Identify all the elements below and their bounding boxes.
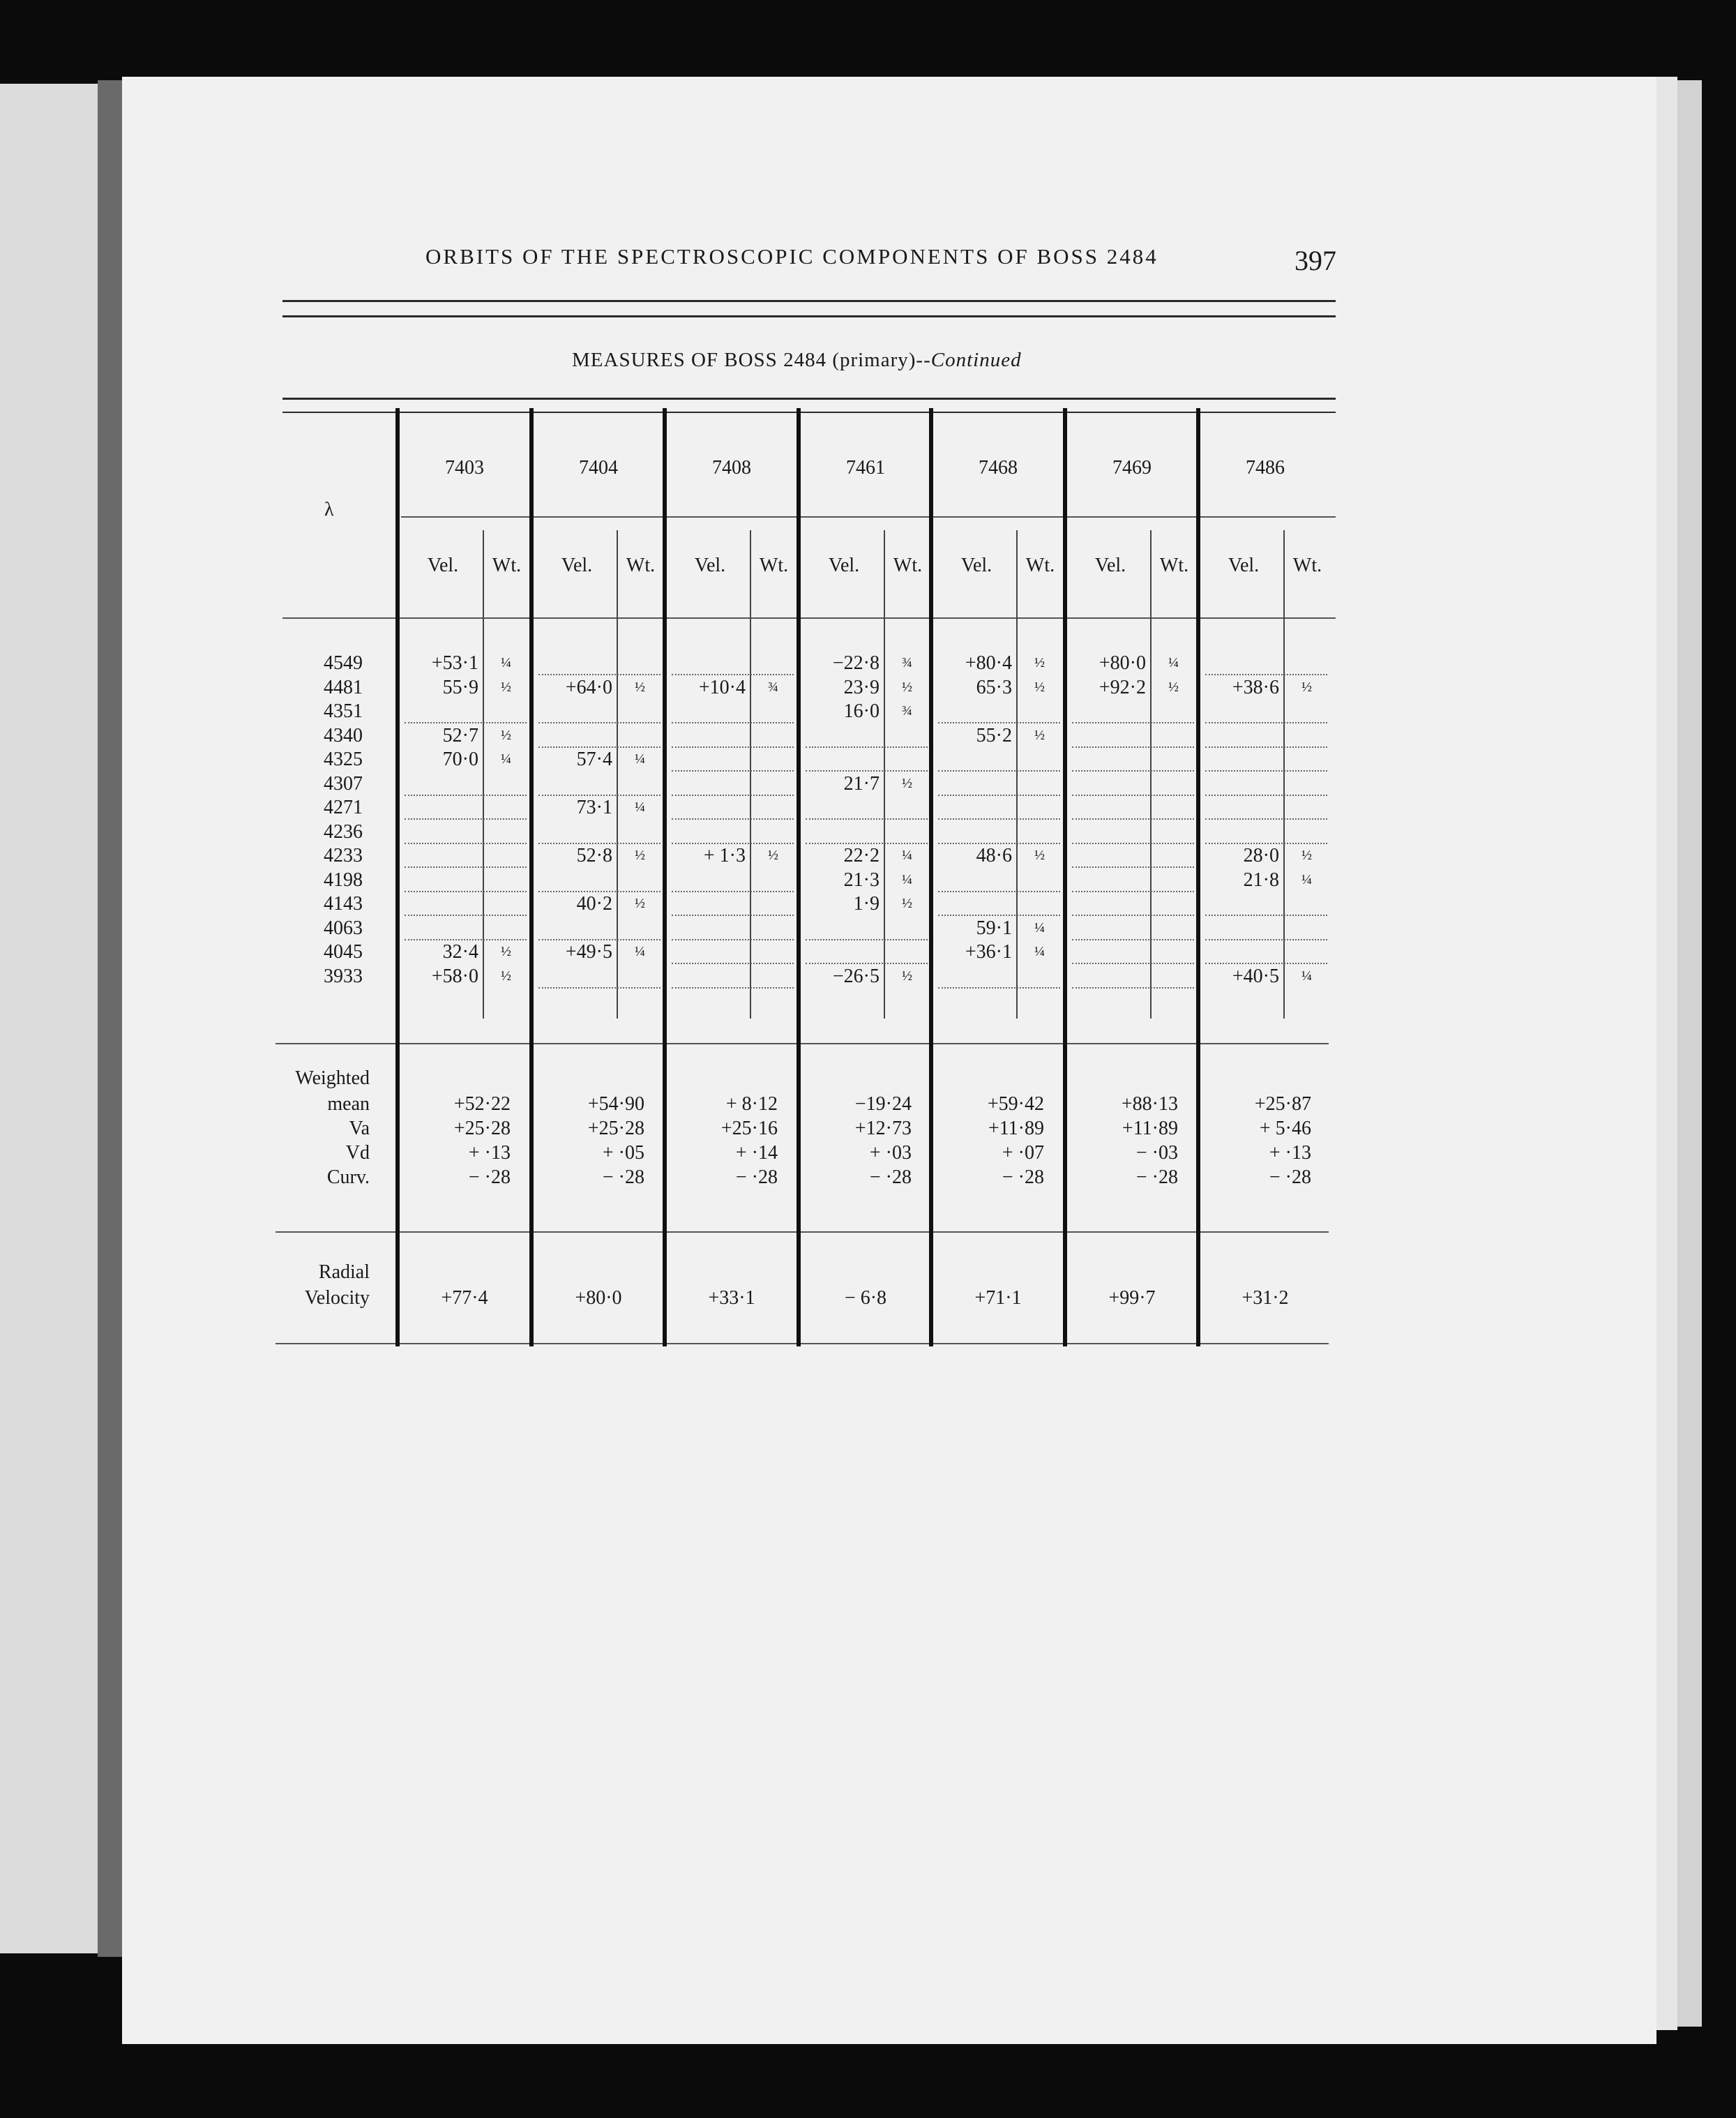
wt-header: Wt.	[626, 555, 656, 576]
va-value: +25·28	[587, 1118, 644, 1139]
vd-value: − ·03	[1135, 1142, 1178, 1164]
weighted-mean-value: +59·42	[987, 1093, 1044, 1115]
velocity-cell: +38·6	[1232, 676, 1279, 698]
column-rule	[529, 408, 534, 1346]
wt-header: Wt.	[893, 555, 923, 576]
empty-cell-dots	[672, 987, 794, 989]
empty-cell-dots	[405, 843, 527, 844]
vel-wt-divider	[750, 530, 751, 1019]
empty-cell-dots	[538, 987, 661, 989]
column-rule	[797, 408, 801, 1346]
empty-cell-dots	[1205, 915, 1327, 916]
va-value: +25·16	[720, 1118, 778, 1139]
empty-cell-dots	[538, 674, 661, 675]
wt-header: Wt.	[492, 555, 522, 576]
lambda-4271: 4271	[324, 797, 363, 818]
empty-cell-dots	[1072, 866, 1194, 868]
weight-cell: ¼	[1301, 968, 1312, 984]
body-bottom-rule	[276, 1043, 1329, 1044]
empty-cell-dots	[938, 891, 1060, 892]
weight-cell: ¼	[902, 848, 912, 863]
empty-cell-dots	[806, 843, 928, 844]
lambda-header: λ	[324, 499, 334, 520]
weight-cell: ¼	[635, 944, 645, 959]
empty-cell-dots	[1205, 795, 1327, 796]
weight-cell: ½	[635, 848, 645, 863]
velocity-cell: 57·4	[576, 749, 612, 770]
curv-value: − ·28	[1269, 1166, 1311, 1188]
plate-number-7461: 7461	[846, 457, 885, 479]
column-rule	[1196, 408, 1200, 1346]
empty-cell-dots	[405, 795, 527, 796]
vel-header: Vel.	[828, 555, 860, 576]
empty-cell-dots	[938, 795, 1060, 796]
empty-cell-dots	[1072, 843, 1194, 844]
empty-cell-dots	[1072, 818, 1194, 820]
weight-cell: ¾	[768, 679, 778, 695]
weighted-mean-value: + 8·12	[725, 1093, 778, 1115]
radial-velocity-value: +71·1	[974, 1287, 1022, 1309]
empty-cell-dots	[1205, 939, 1327, 940]
velocity-cell: 55·9	[442, 676, 478, 698]
empty-cell-dots	[672, 891, 794, 892]
lambda-4307: 4307	[324, 772, 363, 795]
weighted-mean-value: +25·87	[1254, 1093, 1311, 1115]
empty-cell-dots	[538, 722, 661, 723]
velocity-cell: +64·0	[565, 676, 612, 698]
va-value: +25·28	[453, 1118, 511, 1139]
curv-value: − ·28	[869, 1166, 912, 1188]
va-value: + 5·46	[1259, 1118, 1311, 1139]
empty-cell-dots	[1072, 915, 1194, 916]
weight-cell: ½	[501, 968, 511, 984]
radial-velocity-value: +99·7	[1108, 1287, 1156, 1309]
velocity-cell: 21·8	[1243, 869, 1279, 891]
velocity-cell: 48·6	[976, 845, 1012, 866]
empty-cell-dots	[405, 866, 527, 868]
label-mean: mean	[327, 1093, 370, 1115]
empty-cell-dots	[672, 963, 794, 964]
empty-cell-dots	[672, 674, 794, 675]
empty-cell-dots	[672, 795, 794, 796]
velocity-cell: 1·9	[853, 893, 880, 915]
empty-cell-dots	[405, 939, 527, 940]
label-weighted: Weighted	[295, 1067, 370, 1089]
velocity-cell: +49·5	[565, 941, 612, 963]
plate-number-7408: 7408	[712, 457, 751, 479]
velocity-cell: 22·2	[843, 845, 880, 866]
label-velocity: Velocity	[304, 1287, 370, 1309]
column-rule	[395, 408, 400, 1346]
empty-cell-dots	[938, 987, 1060, 989]
empty-cell-dots	[938, 770, 1060, 772]
empty-cell-dots	[1205, 674, 1327, 675]
empty-cell-dots	[1072, 770, 1194, 772]
velocity-cell: −22·8	[832, 652, 880, 674]
empty-cell-dots	[672, 746, 794, 748]
va-value: +11·89	[1122, 1118, 1178, 1139]
table-title	[572, 349, 1022, 372]
weight-cell: ½	[635, 679, 645, 695]
vel-wt-divider	[1150, 530, 1152, 1019]
vel-header: Vel.	[427, 555, 459, 576]
plate-number-7403: 7403	[445, 457, 484, 479]
weight-cell: ½	[768, 848, 778, 863]
table-title-continued: Continued	[930, 349, 1022, 371]
velocity-cell: 73·1	[576, 797, 612, 818]
empty-cell-dots	[1072, 746, 1194, 748]
curv-value: − ·28	[468, 1166, 511, 1188]
velocity-cell: 28·0	[1243, 845, 1279, 866]
weight-cell: ¾	[902, 703, 912, 719]
empty-cell-dots	[806, 939, 928, 940]
book-gutter	[98, 80, 126, 1957]
vd-value: + ·05	[602, 1142, 644, 1164]
weight-cell: ½	[902, 775, 912, 791]
empty-cell-dots	[405, 891, 527, 892]
velocity-cell: 21·7	[843, 772, 880, 795]
radial-velocity-value: +77·4	[441, 1287, 488, 1309]
column-rule	[929, 408, 933, 1346]
empty-cell-dots	[1072, 963, 1194, 964]
weight-cell: ½	[501, 944, 511, 959]
radial-velocity-value: − 6·8	[844, 1287, 887, 1309]
weight-cell: ½	[1034, 848, 1045, 863]
vel-header: Vel.	[960, 555, 992, 576]
vel-header: Vel.	[1094, 555, 1126, 576]
empty-cell-dots	[1205, 818, 1327, 820]
velocity-cell: 21·3	[843, 869, 880, 891]
vd-value: + ·14	[735, 1142, 778, 1164]
velocity-cell: +80·0	[1099, 652, 1146, 674]
table-title-main: MEASURES OF BOSS 2484 (primary)--	[572, 349, 931, 371]
lambda-4481: 4481	[324, 676, 363, 698]
empty-cell-dots	[938, 915, 1060, 916]
book-page	[122, 77, 1656, 2044]
empty-cell-dots	[538, 891, 661, 892]
empty-cell-dots	[1205, 746, 1327, 748]
empty-cell-dots	[538, 843, 661, 844]
empty-cell-dots	[806, 770, 928, 772]
vel-wt-divider	[1283, 530, 1285, 1019]
lambda-4351: 4351	[324, 700, 363, 722]
empty-cell-dots	[806, 746, 928, 748]
weight-cell: ¼	[1034, 944, 1045, 959]
weight-cell: ½	[1034, 655, 1045, 670]
empty-cell-dots	[672, 818, 794, 820]
empty-cell-dots	[672, 915, 794, 916]
velocity-cell: +58·0	[431, 965, 478, 987]
velocity-cell: +10·4	[698, 676, 746, 698]
va-value: +12·73	[854, 1118, 912, 1139]
velocity-cell: 40·2	[576, 893, 612, 915]
weight-cell: ½	[635, 896, 645, 911]
curv-value: − ·28	[1135, 1166, 1178, 1188]
weight-cell: ¼	[501, 751, 511, 767]
weight-cell: ½	[902, 679, 912, 695]
label-curv: Curv.	[326, 1166, 370, 1188]
velocity-cell: +92·2	[1099, 676, 1146, 698]
plate-number-7404: 7404	[579, 457, 618, 479]
velocity-cell: + 1·3	[703, 845, 746, 866]
lambda-4045: 4045	[324, 941, 363, 963]
empty-cell-dots	[538, 746, 661, 748]
velocity-cell: 70·0	[442, 749, 478, 770]
velocity-cell: 52·7	[442, 724, 478, 746]
weight-cell: ½	[1301, 848, 1312, 863]
table-top-rule-2	[282, 412, 1336, 413]
lambda-4549: 4549	[324, 652, 363, 674]
empty-cell-dots	[1205, 963, 1327, 964]
vel-wt-divider	[483, 530, 484, 1019]
empty-cell-dots	[672, 843, 794, 844]
vd-value: + ·07	[1002, 1142, 1044, 1164]
running-head: ORBITS OF THE SPECTROSCOPIC COMPONENTS OF BOSS 2484	[425, 244, 1158, 269]
radial-velocity-value: +31·2	[1241, 1287, 1289, 1309]
weight-cell: ¼	[635, 799, 645, 815]
lambda-4325: 4325	[324, 749, 363, 770]
velocity-cell: +40·5	[1232, 965, 1279, 987]
weight-cell: ½	[1034, 679, 1045, 695]
label-vd: Vd	[345, 1142, 370, 1164]
empty-cell-dots	[1205, 770, 1327, 772]
empty-cell-dots	[1072, 722, 1194, 723]
empty-cell-dots	[1072, 987, 1194, 989]
curv-value: − ·28	[602, 1166, 644, 1188]
empty-cell-dots	[538, 939, 661, 940]
lambda-4198: 4198	[324, 869, 363, 891]
lambda-4143: 4143	[324, 893, 363, 915]
wt-header: Wt.	[1025, 555, 1055, 576]
label-radial: Radial	[318, 1261, 370, 1283]
table-top-rule-1	[282, 398, 1336, 400]
subheader-rule	[401, 516, 1336, 518]
empty-cell-dots	[405, 915, 527, 916]
weight-cell: ¼	[1301, 871, 1312, 887]
weighted-mean-value: +54·90	[587, 1093, 644, 1115]
empty-cell-dots	[1205, 843, 1327, 844]
empty-cell-dots	[538, 795, 661, 796]
empty-cell-dots	[938, 843, 1060, 844]
head-rule-1	[282, 300, 1336, 302]
curv-value: − ·28	[735, 1166, 778, 1188]
wt-header: Wt.	[1159, 555, 1189, 576]
velocity-cell: 32·4	[442, 941, 478, 963]
velocity-cell: −26·5	[832, 965, 880, 987]
wt-header: Wt.	[1292, 555, 1322, 576]
velocity-cell: +80·4	[965, 652, 1012, 674]
radial-velocity-value: +80·0	[575, 1287, 622, 1309]
plate-number-7486: 7486	[1246, 457, 1285, 479]
velocity-cell: 23·9	[843, 676, 880, 698]
table-bottom-rule	[276, 1343, 1329, 1344]
lambda-4063: 4063	[324, 917, 363, 939]
head-rule-2	[282, 315, 1336, 317]
lambda-4236: 4236	[324, 820, 363, 843]
empty-cell-dots	[405, 818, 527, 820]
lambda-4233: 4233	[324, 845, 363, 866]
weight-cell: ¼	[1034, 919, 1045, 936]
empty-cell-dots	[938, 818, 1060, 820]
weight-cell: ½	[1301, 679, 1312, 695]
vel-header: Vel.	[694, 555, 726, 576]
velocity-cell: 59·1	[976, 917, 1012, 939]
weight-cell: ¼	[1168, 655, 1179, 670]
velocity-cell: 55·2	[976, 724, 1012, 746]
lambda-4340: 4340	[324, 724, 363, 746]
empty-cell-dots	[1072, 939, 1194, 940]
vel-wt-divider	[617, 530, 618, 1019]
radial-velocity-value: +33·1	[708, 1287, 755, 1309]
empty-cell-dots	[1072, 795, 1194, 796]
weight-cell: ½	[1034, 727, 1045, 743]
vel-wt-divider	[1016, 530, 1018, 1019]
weight-cell: ¼	[501, 655, 511, 670]
weight-cell: ¾	[902, 655, 912, 670]
header-bottom-rule	[282, 617, 1336, 619]
empty-cell-dots	[1072, 891, 1194, 892]
empty-cell-dots	[1205, 722, 1327, 723]
weight-cell: ¼	[902, 871, 912, 887]
weight-cell: ¼	[635, 751, 645, 767]
wt-header: Wt.	[759, 555, 789, 576]
summary-bottom-rule	[276, 1231, 1329, 1233]
plate-number-7468: 7468	[979, 457, 1018, 479]
vel-wt-divider	[884, 530, 885, 1019]
velocity-cell: +36·1	[965, 941, 1012, 963]
vd-value: + ·13	[468, 1142, 511, 1164]
curv-value: − ·28	[1002, 1166, 1044, 1188]
page-number: 397	[1295, 245, 1336, 276]
velocity-cell: 65·3	[976, 676, 1012, 698]
left-page-edge	[0, 84, 105, 1953]
weight-cell: ½	[902, 968, 912, 984]
empty-cell-dots	[806, 818, 928, 820]
lambda-3933: 3933	[324, 965, 363, 987]
empty-cell-dots	[672, 722, 794, 723]
weighted-mean-value: +52·22	[453, 1093, 511, 1115]
empty-cell-dots	[672, 770, 794, 772]
va-value: +11·89	[988, 1118, 1044, 1139]
vel-header: Vel.	[1228, 555, 1260, 576]
vd-value: + ·13	[1269, 1142, 1311, 1164]
weight-cell: ½	[902, 896, 912, 911]
label-va: Va	[349, 1118, 370, 1139]
velocity-cell: 52·8	[576, 845, 612, 866]
vel-header: Vel.	[561, 555, 593, 576]
weighted-mean-value: −19·24	[854, 1093, 912, 1115]
vd-value: + ·03	[869, 1142, 912, 1164]
velocity-cell: 16·0	[843, 700, 880, 722]
empty-cell-dots	[806, 963, 928, 964]
empty-cell-dots	[938, 722, 1060, 723]
weighted-mean-value: +88·13	[1121, 1093, 1178, 1115]
weight-cell: ½	[1168, 679, 1179, 695]
empty-cell-dots	[672, 939, 794, 940]
plate-number-7469: 7469	[1112, 457, 1152, 479]
column-rule	[1063, 408, 1067, 1346]
column-rule	[663, 408, 667, 1346]
empty-cell-dots	[405, 722, 527, 723]
weight-cell: ½	[501, 679, 511, 695]
weight-cell: ½	[501, 727, 511, 743]
velocity-cell: +53·1	[431, 652, 478, 674]
